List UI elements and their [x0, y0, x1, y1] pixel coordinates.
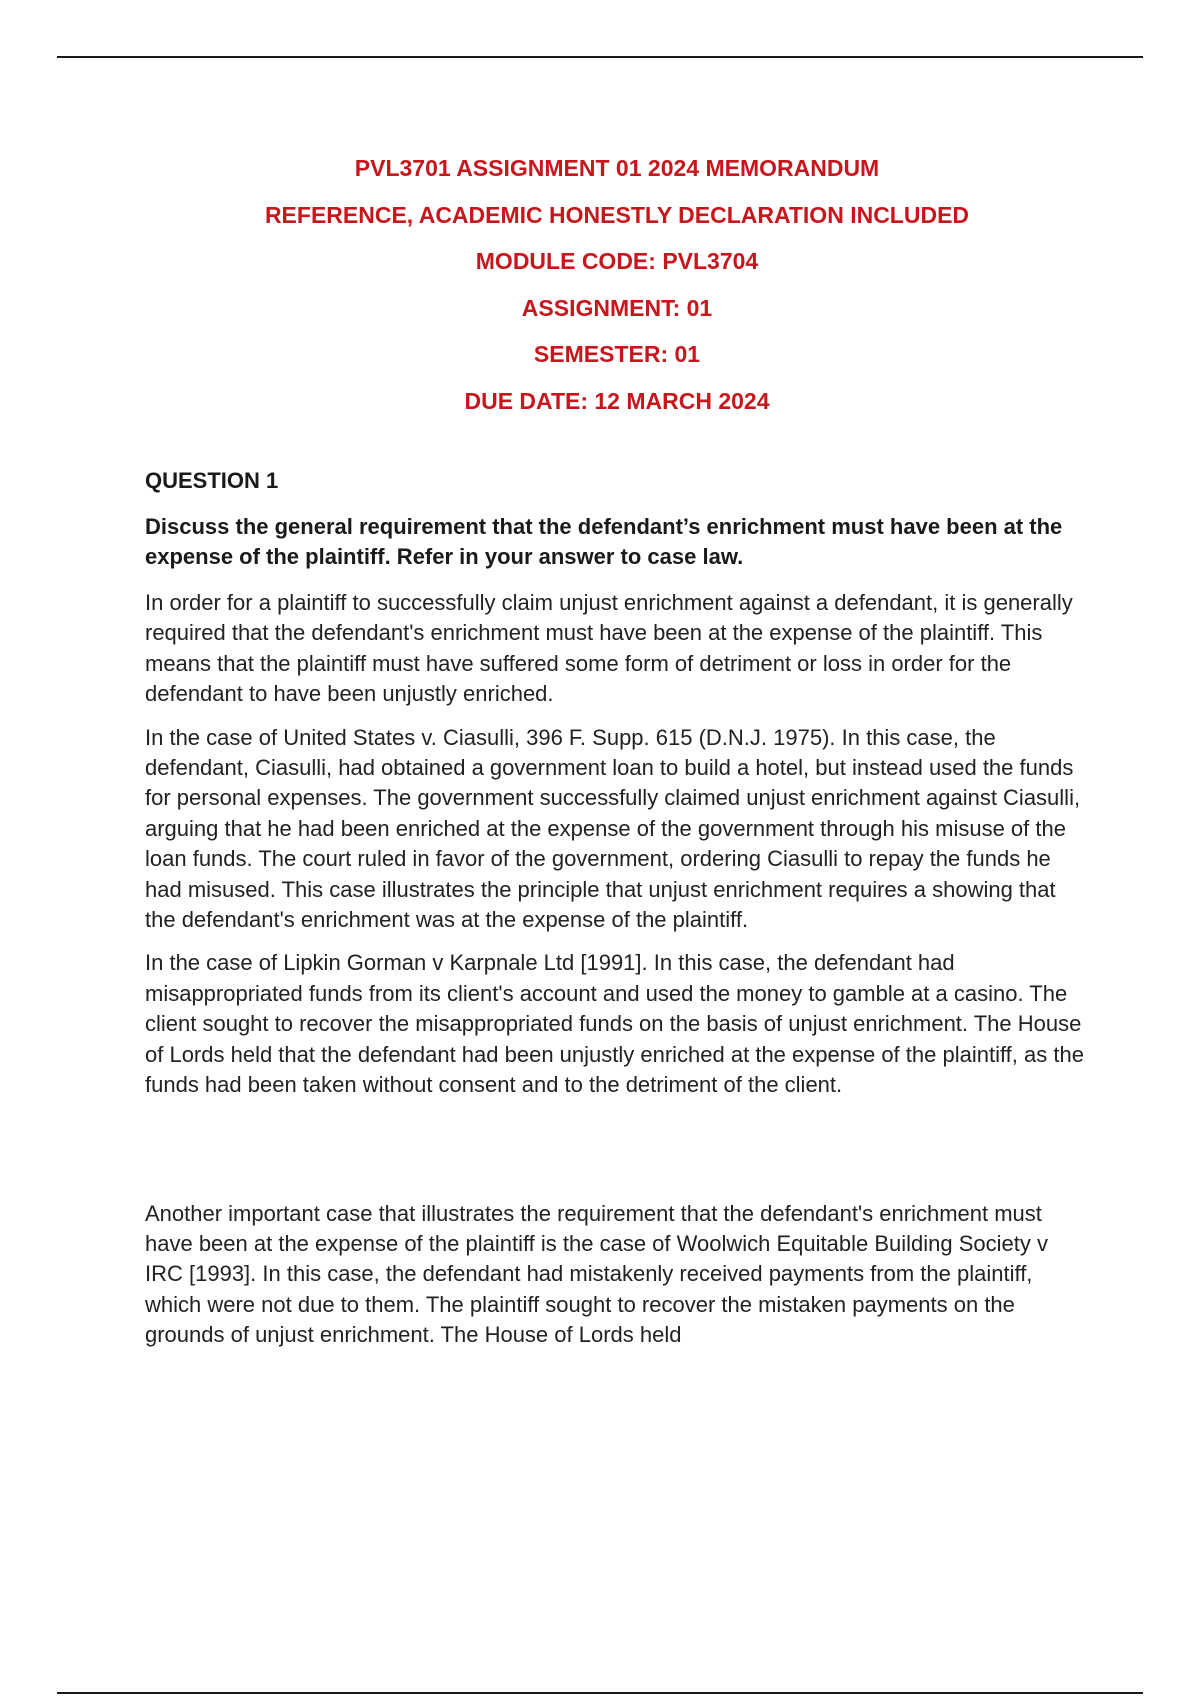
header-assignment: ASSIGNMENT: 01 — [521, 294, 713, 321]
bottom-divider — [57, 1692, 1143, 1694]
document-header — [0, 145, 1200, 424]
document-body — [145, 466, 1090, 1364]
question-prompt: Discuss the general requirement that the defendant’s enrichment must have been at the expense of the plaintiff. Refer in your answer to case law. — [145, 514, 1063, 569]
header-module-code: MODULE CODE: PVL3704 — [475, 248, 759, 274]
header-subtitle: REFERENCE, ACADEMIC HONESTLY DECLARATION INCLUDED — [264, 201, 970, 228]
header-semester: SEMESTER: 01 — [533, 341, 701, 367]
top-divider — [57, 56, 1143, 58]
answer-paragraph: In the case of United States v. Ciasulli, 396 F. Supp. 615 (D.N.J. 1975). In this case, the defendant, Ciasulli, had obtained a government loan to build a hotel, but instead used the funds for personal expenses. The government successfully claimed unjust enrichment against Ciasulli, arguing that he had been enriched at the expense of the government through his misuse of the loan funds. The court ruled in favor of the government, ordering Ciasulli to repay the funds he had misused. This case illustrates the principle that unjust enrichment requires a showing that the defendant's enrichment was at the expense of the plaintiff. — [145, 724, 1081, 933]
header-title: PVL3701 ASSIGNMENT 01 2024 MEMORANDUM — [354, 155, 880, 181]
answer-paragraph: In the case of Lipkin Gorman v Karpnale Ltd [1991]. In this case, the defendant had misappropriated funds from its client's account and used the money to gamble at a casino. The client sought to recover the misappropriated funds on the basis of unjust enrichment. The House of Lords held that the defendant had been unjustly enriched at the expense of the plaintiff, as the funds had been taken without consent and to the detriment of the client. — [145, 950, 1084, 1098]
answer-paragraph: Another important case that illustrates the requirement that the defendant's enrichment must have been at the expense of the plaintiff is the case of Woolwich Equitable Building Society v IRC [1993]. In this case, the defendant had mistakenly received payments from the plaintiff, which were not due to them. The plaintiff sought to recover the mistaken payments on the grounds of unjust enrichment. The House of Lords held — [145, 1200, 1048, 1348]
header-due-date: DUE DATE: 12 MARCH 2024 — [464, 387, 770, 414]
question-heading: QUESTION 1 — [145, 468, 279, 493]
answer-paragraph: In order for a plaintiff to successfully claim unjust enrichment against a defendant, it is generally required that the defendant's enrichment must have been at the expense of the plaintiff. This means that the plaintiff must have suffered some form of detriment or loss in order for the defendant to have been unjustly enriched. — [145, 590, 1073, 707]
